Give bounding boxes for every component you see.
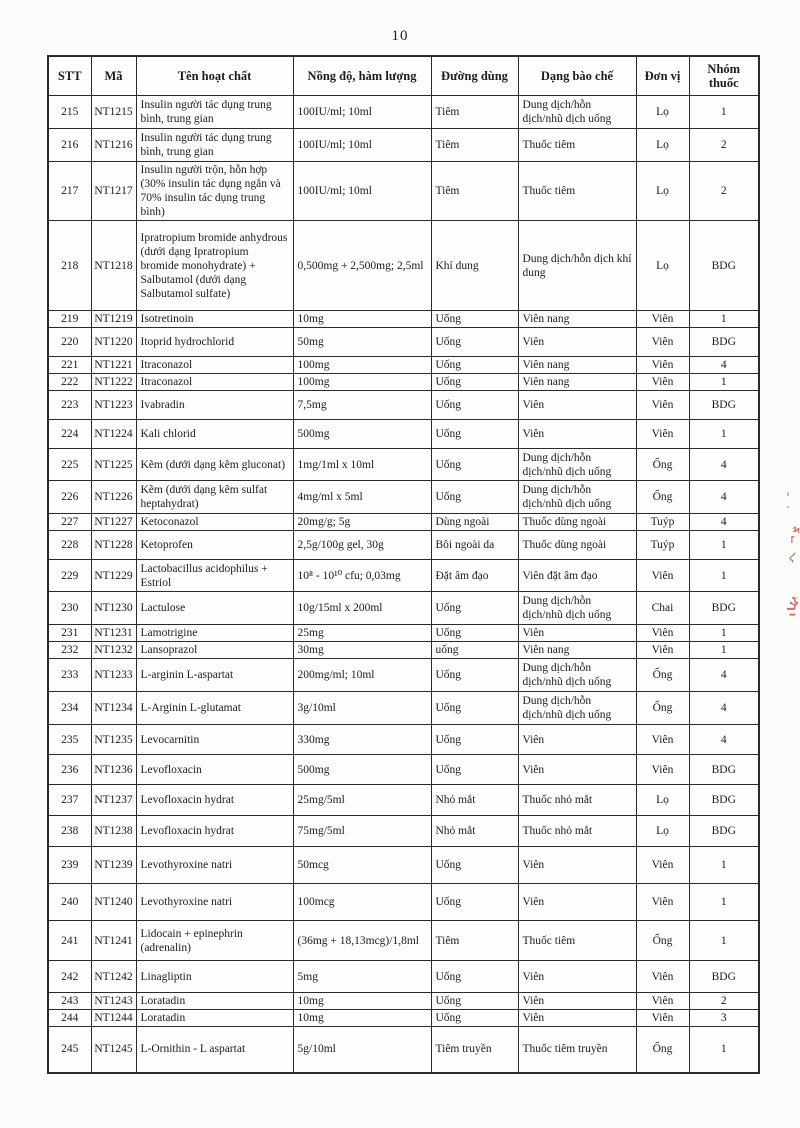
cell-stt: 245 xyxy=(48,1027,91,1073)
cell-stt: 220 xyxy=(48,328,91,357)
cell-dang: Viên xyxy=(518,847,636,884)
table-row xyxy=(48,221,759,311)
cell-nongdo: 3g/10ml xyxy=(293,692,431,725)
cell-dang: Viên nang xyxy=(518,642,636,659)
cell-dang: Viên xyxy=(518,993,636,1010)
table-row xyxy=(48,625,759,642)
table-row xyxy=(48,96,759,129)
cell-dang: Viên xyxy=(518,625,636,642)
cell-stt: 226 xyxy=(48,481,91,514)
cell-dang: Thuốc tiêm xyxy=(518,162,636,221)
cell-duong: Uống xyxy=(431,391,518,420)
cell-donvi: Ống xyxy=(636,481,689,514)
cell-ten: Kẽm (dưới dạng kẽm gluconat) xyxy=(136,449,293,481)
cell-dang: Viên xyxy=(518,391,636,420)
cell-nhom: BDG xyxy=(689,816,759,847)
cell-nongdo: 0,500mg + 2,500mg; 2,5ml xyxy=(293,221,431,311)
cell-nongdo: 7,5mg xyxy=(293,391,431,420)
cell-nongdo: 200mg/ml; 10ml xyxy=(293,659,431,692)
cell-stt: 232 xyxy=(48,642,91,659)
table-header-row xyxy=(48,56,759,96)
cell-duong: Uống xyxy=(431,374,518,391)
table-row xyxy=(48,514,759,531)
table-row xyxy=(48,391,759,420)
cell-ten: L-Arginin L-glutamat xyxy=(136,692,293,725)
cell-ma: NT1234 xyxy=(91,692,136,725)
cell-donvi: Viên xyxy=(636,560,689,592)
cell-dang: Thuốc dùng ngoài xyxy=(518,531,636,560)
cell-duong: Uống xyxy=(431,449,518,481)
cell-dang: Viên xyxy=(518,961,636,993)
cell-dang: Thuốc nhỏ mắt xyxy=(518,785,636,816)
cell-stt: 242 xyxy=(48,961,91,993)
table-row xyxy=(48,1027,759,1073)
cell-nongdo: 25mg/5ml xyxy=(293,785,431,816)
cell-nongdo: 4mg/ml x 5ml xyxy=(293,481,431,514)
column-header-dang: Dạng bào chế xyxy=(518,56,636,96)
cell-nongdo: 500mg xyxy=(293,755,431,785)
table-row xyxy=(48,816,759,847)
table-row xyxy=(48,642,759,659)
cell-donvi: Lọ xyxy=(636,221,689,311)
cell-nhom: 1 xyxy=(689,642,759,659)
cell-ten: Lactulose xyxy=(136,592,293,625)
cell-nhom: 1 xyxy=(689,921,759,961)
column-header-ma: Mã xyxy=(91,56,136,96)
cell-ten: Itoprid hydrochlorid xyxy=(136,328,293,357)
cell-stt: 227 xyxy=(48,514,91,531)
cell-ma: NT1230 xyxy=(91,592,136,625)
cell-nhom: BDG xyxy=(689,961,759,993)
cell-nongdo: 25mg xyxy=(293,625,431,642)
table-row xyxy=(48,659,759,692)
cell-ten: Loratadin xyxy=(136,993,293,1010)
cell-stt: 233 xyxy=(48,659,91,692)
cell-duong: Uống xyxy=(431,481,518,514)
table-row xyxy=(48,129,759,162)
cell-donvi: Viên xyxy=(636,961,689,993)
cell-nongdo: 100IU/ml; 10ml xyxy=(293,96,431,129)
table-header xyxy=(48,56,759,96)
cell-donvi: Ống xyxy=(636,449,689,481)
cell-nongdo: 75mg/5ml xyxy=(293,816,431,847)
cell-donvi: Viên xyxy=(636,642,689,659)
cell-donvi: Lọ xyxy=(636,96,689,129)
cell-duong: Uống xyxy=(431,725,518,755)
cell-nhom: 4 xyxy=(689,725,759,755)
table-row xyxy=(48,847,759,884)
cell-ten: Levocarnitin xyxy=(136,725,293,755)
cell-donvi: Viên xyxy=(636,374,689,391)
cell-donvi: Lọ xyxy=(636,129,689,162)
cell-ma: NT1241 xyxy=(91,921,136,961)
cell-ma: NT1232 xyxy=(91,642,136,659)
cell-stt: 243 xyxy=(48,993,91,1010)
cell-duong: Uống xyxy=(431,1010,518,1027)
cell-nhom: 4 xyxy=(689,449,759,481)
cell-donvi: Viên xyxy=(636,847,689,884)
drug-list-table xyxy=(47,55,760,1074)
cell-nhom: 1 xyxy=(689,531,759,560)
cell-ma: NT1219 xyxy=(91,311,136,328)
cell-donvi: Ống xyxy=(636,659,689,692)
cell-stt: 237 xyxy=(48,785,91,816)
cell-ten: Itraconazol xyxy=(136,357,293,374)
cell-nongdo: 330mg xyxy=(293,725,431,755)
cell-donvi: Tuýp xyxy=(636,514,689,531)
cell-ten: Levothyroxine natri xyxy=(136,884,293,921)
column-header-nongdo: Nồng độ, hàm lượng xyxy=(293,56,431,96)
cell-dang: Viên xyxy=(518,420,636,449)
cell-stt: 229 xyxy=(48,560,91,592)
cell-dang: Thuốc dùng ngoài xyxy=(518,514,636,531)
table-row xyxy=(48,993,759,1010)
cell-nhom: 2 xyxy=(689,129,759,162)
cell-stt: 230 xyxy=(48,592,91,625)
cell-duong: Uống xyxy=(431,755,518,785)
cell-duong: Uống xyxy=(431,420,518,449)
cell-nhom: BDG xyxy=(689,755,759,785)
cell-duong: Uống xyxy=(431,357,518,374)
cell-ma: NT1231 xyxy=(91,625,136,642)
cell-stt: 218 xyxy=(48,221,91,311)
cell-donvi: Viên xyxy=(636,625,689,642)
handwriting-mark: ıیۂا xyxy=(785,596,799,617)
table-row xyxy=(48,755,759,785)
cell-nhom: 1 xyxy=(689,420,759,449)
cell-ma: NT1218 xyxy=(91,221,136,311)
cell-stt: 222 xyxy=(48,374,91,391)
column-header-donvi: Đơn vị xyxy=(636,56,689,96)
cell-ten: Loratadin xyxy=(136,1010,293,1027)
cell-ma: NT1239 xyxy=(91,847,136,884)
cell-ma: NT1220 xyxy=(91,328,136,357)
cell-ten: L-arginin L-aspartat xyxy=(136,659,293,692)
column-header-stt: STT xyxy=(48,56,91,96)
cell-stt: 239 xyxy=(48,847,91,884)
cell-stt: 240 xyxy=(48,884,91,921)
cell-dang: Viên xyxy=(518,884,636,921)
cell-nhom: 1 xyxy=(689,1027,759,1073)
cell-ten: Itraconazol xyxy=(136,374,293,391)
cell-duong: uống xyxy=(431,642,518,659)
cell-dang: Dung dịch/hỗn dịch khí dung xyxy=(518,221,636,311)
cell-stt: 215 xyxy=(48,96,91,129)
column-header-nhom: Nhóm thuốc xyxy=(689,56,759,96)
cell-stt: 219 xyxy=(48,311,91,328)
cell-stt: 217 xyxy=(48,162,91,221)
cell-ma: NT1228 xyxy=(91,531,136,560)
cell-stt: 225 xyxy=(48,449,91,481)
table-row xyxy=(48,420,759,449)
cell-dang: Viên xyxy=(518,1010,636,1027)
cell-duong: Bôi ngoài da xyxy=(431,531,518,560)
table-row xyxy=(48,328,759,357)
cell-donvi: Viên xyxy=(636,391,689,420)
cell-ten: Insulin người trộn, hỗn hợp (30% insulin tác dụng ngắn và 70% insulin tác dụng trung bình) xyxy=(136,162,293,221)
cell-stt: 216 xyxy=(48,129,91,162)
cell-stt: 234 xyxy=(48,692,91,725)
cell-ma: NT1227 xyxy=(91,514,136,531)
cell-stt: 221 xyxy=(48,357,91,374)
cell-ten: Levofloxacin xyxy=(136,755,293,785)
cell-nhom: 1 xyxy=(689,884,759,921)
cell-stt: 238 xyxy=(48,816,91,847)
cell-nongdo: 5g/10ml xyxy=(293,1027,431,1073)
cell-donvi: Viên xyxy=(636,993,689,1010)
cell-donvi: Ống xyxy=(636,692,689,725)
table-body xyxy=(48,96,759,1073)
cell-duong: Tiêm xyxy=(431,921,518,961)
cell-ten: Levofloxacin hydrat xyxy=(136,785,293,816)
cell-nongdo: 30mg xyxy=(293,642,431,659)
cell-ten: Insulin người tác dụng trung bình, trung gian xyxy=(136,129,293,162)
cell-nongdo: (36mg + 18,13mcg)/1,8ml xyxy=(293,921,431,961)
cell-ma: NT1225 xyxy=(91,449,136,481)
table-row xyxy=(48,311,759,328)
cell-nongdo: 100mg xyxy=(293,357,431,374)
cell-ten: Ketoconazol xyxy=(136,514,293,531)
cell-dang: Thuốc tiêm xyxy=(518,129,636,162)
table-row xyxy=(48,560,759,592)
cell-stt: 228 xyxy=(48,531,91,560)
cell-donvi: Viên xyxy=(636,357,689,374)
cell-donvi: Chai xyxy=(636,592,689,625)
cell-nhom: 1 xyxy=(689,311,759,328)
cell-nongdo: 50mcg xyxy=(293,847,431,884)
cell-ma: NT1245 xyxy=(91,1027,136,1073)
cell-duong: Uống xyxy=(431,993,518,1010)
cell-nongdo: 10mg xyxy=(293,311,431,328)
cell-ten: Ipratropium bromide anhydrous (dưới dạng Ipratropium bromide monohydrate) + Salbutamol (dưới dạng Salbutamol sulfate) xyxy=(136,221,293,311)
page-number: 10 xyxy=(391,28,409,44)
cell-ten: Kali chlorid xyxy=(136,420,293,449)
cell-nhom: BDG xyxy=(689,391,759,420)
cell-duong: Uống xyxy=(431,659,518,692)
cell-ma: NT1235 xyxy=(91,725,136,755)
cell-nhom: 1 xyxy=(689,560,759,592)
table-row xyxy=(48,374,759,391)
cell-nhom: 4 xyxy=(689,481,759,514)
cell-duong: Uống xyxy=(431,847,518,884)
cell-ten: Kẽm (dưới dạng kẽm sulfat heptahydrat) xyxy=(136,481,293,514)
column-header-duong: Đường dùng xyxy=(431,56,518,96)
cell-duong: Nhỏ mắt xyxy=(431,816,518,847)
cell-ma: NT1217 xyxy=(91,162,136,221)
cell-dang: Viên xyxy=(518,755,636,785)
cell-ma: NT1240 xyxy=(91,884,136,921)
cell-ten: L-Ornithin - L aspartat xyxy=(136,1027,293,1073)
cell-dang: Viên đặt âm đạo xyxy=(518,560,636,592)
cell-ma: NT1215 xyxy=(91,96,136,129)
cell-ten: Ketoprofen xyxy=(136,531,293,560)
cell-stt: 231 xyxy=(48,625,91,642)
cell-dang: Viên nang xyxy=(518,374,636,391)
cell-nongdo: 2,5g/100g gel, 30g xyxy=(293,531,431,560)
handwriting-mark: ʹ ˝ xyxy=(785,489,799,509)
cell-nhom: 1 xyxy=(689,374,759,391)
cell-duong: Dùng ngoài xyxy=(431,514,518,531)
handwriting-mark: ヘ ¬ܨ xyxy=(786,526,799,563)
cell-donvi: Lọ xyxy=(636,162,689,221)
cell-ma: NT1226 xyxy=(91,481,136,514)
cell-donvi: Lọ xyxy=(636,816,689,847)
table-row xyxy=(48,785,759,816)
cell-ma: NT1221 xyxy=(91,357,136,374)
cell-duong: Tiêm xyxy=(431,129,518,162)
cell-nongdo: 500mg xyxy=(293,420,431,449)
cell-donvi: Ống xyxy=(636,1027,689,1073)
cell-ma: NT1224 xyxy=(91,420,136,449)
table-row xyxy=(48,357,759,374)
cell-dang: Dung dịch/hỗn dịch/nhũ dịch uống xyxy=(518,96,636,129)
cell-duong: Uống xyxy=(431,625,518,642)
cell-nongdo: 100mg xyxy=(293,374,431,391)
cell-donvi: Viên xyxy=(636,1010,689,1027)
cell-ten: Ivabradin xyxy=(136,391,293,420)
cell-ten: Lidocain + epinephrin (adrenalin) xyxy=(136,921,293,961)
cell-dang: Viên nang xyxy=(518,311,636,328)
table-row xyxy=(48,692,759,725)
cell-duong: Uống xyxy=(431,961,518,993)
cell-donvi: Viên xyxy=(636,328,689,357)
cell-donvi: Viên xyxy=(636,884,689,921)
cell-dang: Thuốc tiêm truyền xyxy=(518,1027,636,1073)
cell-duong: Khí dung xyxy=(431,221,518,311)
cell-duong: Tiêm xyxy=(431,162,518,221)
cell-nhom: 4 xyxy=(689,514,759,531)
table-row xyxy=(48,961,759,993)
cell-ma: NT1216 xyxy=(91,129,136,162)
cell-dang: Dung dịch/hỗn dịch/nhũ dịch uống xyxy=(518,481,636,514)
cell-nongdo: 100mcg xyxy=(293,884,431,921)
cell-dang: Dung dịch/hỗn dịch/nhũ dịch uống xyxy=(518,692,636,725)
cell-donvi: Tuýp xyxy=(636,531,689,560)
cell-nongdo: 50mg xyxy=(293,328,431,357)
cell-dang: Dung dịch/hỗn dịch/nhũ dịch uống xyxy=(518,659,636,692)
cell-duong: Nhỏ mắt xyxy=(431,785,518,816)
table-row xyxy=(48,481,759,514)
cell-duong: Tiêm truyền xyxy=(431,1027,518,1073)
cell-ten: Isotretinoin xyxy=(136,311,293,328)
cell-nhom: 2 xyxy=(689,993,759,1010)
table-row xyxy=(48,921,759,961)
cell-duong: Uống xyxy=(431,328,518,357)
cell-duong: Uống xyxy=(431,692,518,725)
cell-nongdo: 10mg xyxy=(293,1010,431,1027)
cell-nongdo: 10mg xyxy=(293,993,431,1010)
cell-dang: Dung dịch/hỗn dịch/nhũ dịch uống xyxy=(518,449,636,481)
cell-nhom: 1 xyxy=(689,625,759,642)
cell-ma: NT1238 xyxy=(91,816,136,847)
cell-nhom: BDG xyxy=(689,785,759,816)
cell-nongdo: 20mg/g; 5g xyxy=(293,514,431,531)
cell-stt: 223 xyxy=(48,391,91,420)
cell-ma: NT1223 xyxy=(91,391,136,420)
cell-nhom: 2 xyxy=(689,162,759,221)
cell-ma: NT1222 xyxy=(91,374,136,391)
column-header-ten: Tên hoạt chất xyxy=(136,56,293,96)
table-row xyxy=(48,725,759,755)
cell-donvi: Lọ xyxy=(636,785,689,816)
cell-nhom: 4 xyxy=(689,357,759,374)
cell-nhom: 1 xyxy=(689,847,759,884)
cell-ten: Lamotrigine xyxy=(136,625,293,642)
table-row xyxy=(48,592,759,625)
cell-ten: Lansoprazol xyxy=(136,642,293,659)
cell-nongdo: 10g/15ml x 200ml xyxy=(293,592,431,625)
table-row xyxy=(48,531,759,560)
cell-donvi: Viên xyxy=(636,755,689,785)
cell-duong: Đặt âm đạo xyxy=(431,560,518,592)
cell-nhom: BDG xyxy=(689,221,759,311)
cell-nhom: BDG xyxy=(689,592,759,625)
cell-nhom: BDG xyxy=(689,328,759,357)
cell-duong: Uống xyxy=(431,884,518,921)
cell-donvi: Viên xyxy=(636,725,689,755)
cell-dang: Thuốc tiêm xyxy=(518,921,636,961)
cell-nhom: 3 xyxy=(689,1010,759,1027)
cell-stt: 224 xyxy=(48,420,91,449)
cell-donvi: Ống xyxy=(636,921,689,961)
table-row xyxy=(48,162,759,221)
cell-ma: NT1236 xyxy=(91,755,136,785)
cell-dang: Dung dịch/hỗn dịch/nhũ dịch uống xyxy=(518,592,636,625)
cell-dang: Viên xyxy=(518,328,636,357)
table-row xyxy=(48,449,759,481)
cell-stt: 236 xyxy=(48,755,91,785)
cell-stt: 244 xyxy=(48,1010,91,1027)
cell-stt: 235 xyxy=(48,725,91,755)
table-row xyxy=(48,884,759,921)
cell-nongdo: 10⁸ - 10¹⁰ cfu; 0,03mg xyxy=(293,560,431,592)
cell-nongdo: 100IU/ml; 10ml xyxy=(293,129,431,162)
cell-ma: NT1243 xyxy=(91,993,136,1010)
cell-nongdo: 1mg/1ml x 10ml xyxy=(293,449,431,481)
cell-dang: Viên nang xyxy=(518,357,636,374)
cell-dang: Viên xyxy=(518,725,636,755)
cell-ten: Insulin người tác dụng trung bình, trung gian xyxy=(136,96,293,129)
cell-duong: Uống xyxy=(431,592,518,625)
cell-duong: Tiêm xyxy=(431,96,518,129)
cell-duong: Uống xyxy=(431,311,518,328)
cell-ten: Levothyroxine natri xyxy=(136,847,293,884)
table-row xyxy=(48,1010,759,1027)
cell-stt: 241 xyxy=(48,921,91,961)
cell-nhom: 4 xyxy=(689,659,759,692)
cell-donvi: Viên xyxy=(636,311,689,328)
cell-ten: Linagliptin xyxy=(136,961,293,993)
cell-ma: NT1242 xyxy=(91,961,136,993)
cell-donvi: Viên xyxy=(636,420,689,449)
cell-ten: Levofloxacin hydrat xyxy=(136,816,293,847)
cell-nhom: 4 xyxy=(689,692,759,725)
cell-nongdo: 5mg xyxy=(293,961,431,993)
cell-nongdo: 100IU/ml; 10ml xyxy=(293,162,431,221)
cell-dang: Thuốc nhỏ mắt xyxy=(518,816,636,847)
cell-ma: NT1229 xyxy=(91,560,136,592)
cell-nhom: 1 xyxy=(689,96,759,129)
cell-ma: NT1237 xyxy=(91,785,136,816)
cell-ten: Lactobacillus acidophilus + Estriol xyxy=(136,560,293,592)
cell-ma: NT1233 xyxy=(91,659,136,692)
cell-ma: NT1244 xyxy=(91,1010,136,1027)
